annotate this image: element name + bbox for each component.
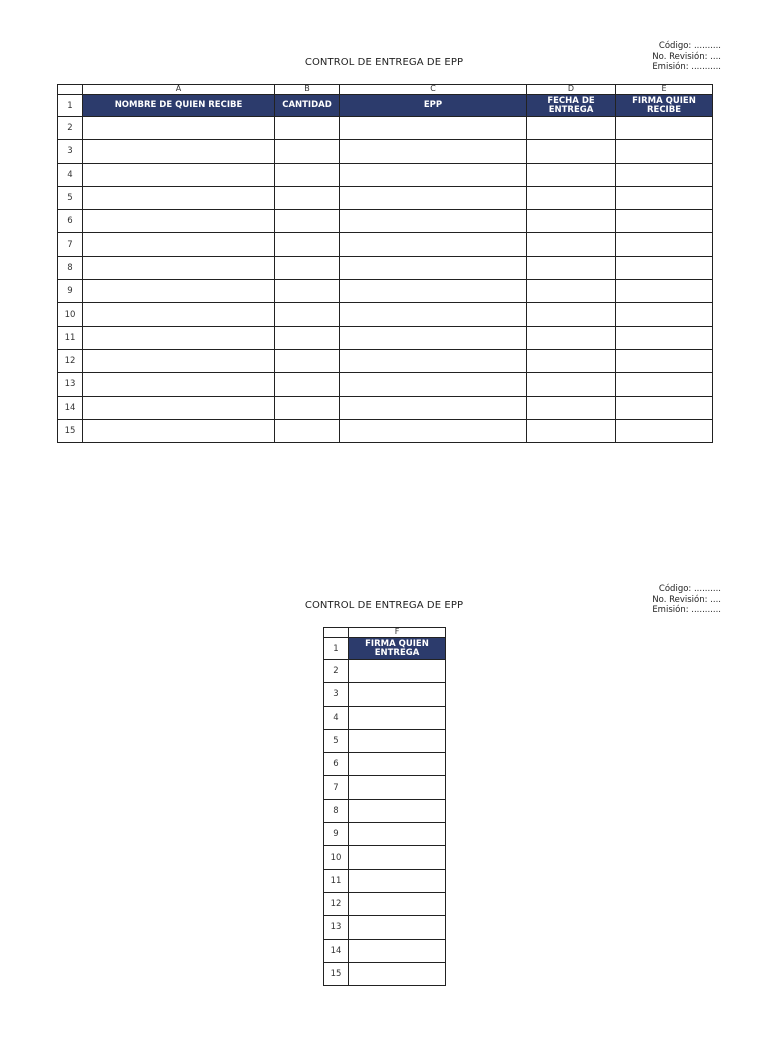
entry-cell[interactable] [349,962,446,985]
table-row [58,163,713,186]
header-row [58,95,713,117]
table-row [324,823,446,846]
entry-cell[interactable] [616,256,713,279]
row-number: 14 [324,939,349,962]
column-letter: A [83,85,275,95]
codigo-label: Código: .......... [658,584,721,594]
column-letter: C [340,85,527,95]
entry-cell[interactable] [340,256,527,279]
entry-cell[interactable] [275,256,340,279]
column-letter: B [275,85,340,95]
entry-cell[interactable] [83,373,275,396]
row-number: 6 [324,753,349,776]
table-row [58,117,713,140]
entry-cell[interactable] [275,419,340,442]
header-cantidad: CANTIDAD [275,95,340,117]
entry-cell[interactable] [349,753,446,776]
entry-cell[interactable] [83,326,275,349]
entry-cell[interactable] [275,326,340,349]
entry-cell[interactable] [616,349,713,372]
emision-label: Emisión: ........... [652,605,721,615]
corner-cell [58,85,83,95]
entry-cell[interactable] [83,163,275,186]
entry-cell[interactable] [616,419,713,442]
entry-cell[interactable] [83,349,275,372]
column-letter: E [616,85,713,95]
entry-cell[interactable] [349,869,446,892]
row-number: 4 [324,706,349,729]
page-title: CONTROL DE ENTREGA DE EPP [304,57,464,68]
entry-cell[interactable] [83,280,275,303]
table-row [324,753,446,776]
entry-cell[interactable] [275,303,340,326]
entry-cell[interactable] [616,163,713,186]
table-row [324,799,446,822]
table-row [324,683,446,706]
page-2 [0,543,768,1055]
header-firma-entrega: FIRMA QUIEN ENTREGA [349,638,446,660]
column-letter: D [527,85,616,95]
entry-cell[interactable] [349,729,446,752]
entry-cell[interactable] [349,916,446,939]
entry-cell[interactable] [83,233,275,256]
entry-cell[interactable] [275,396,340,419]
row-number: 14 [58,396,83,419]
row-number: 1 [58,95,83,117]
row-number: 13 [324,916,349,939]
entry-cell[interactable] [275,117,340,140]
entry-cell[interactable] [616,210,713,233]
entry-cell[interactable] [349,683,446,706]
entry-cell[interactable] [340,419,527,442]
corner-cell [324,628,349,638]
table-row [324,892,446,915]
entry-cell[interactable] [616,373,713,396]
entry-cell[interactable] [83,303,275,326]
row-number: 11 [324,869,349,892]
page-title: CONTROL DE ENTREGA DE EPP [304,600,464,611]
revision-label: No. Revisión: .... [652,51,721,62]
table-row [324,776,446,799]
entry-cell[interactable] [616,117,713,140]
entry-cell[interactable] [616,233,713,256]
entry-cell[interactable] [275,210,340,233]
entry-cell[interactable] [275,233,340,256]
row-number: 10 [324,846,349,869]
table-row [324,706,446,729]
row-number: 1 [324,638,349,660]
entry-cell[interactable] [83,140,275,163]
header-epp: EPP [340,95,527,117]
entry-cell[interactable] [340,396,527,419]
row-number: 10 [58,303,83,326]
revision-label: No. Revisión: .... [652,594,721,605]
column-letter-row [324,628,446,638]
table-row [58,419,713,442]
table-row [324,916,446,939]
signature-table [323,627,446,986]
entry-cell[interactable] [616,280,713,303]
table-row [324,962,446,985]
entry-cell[interactable] [349,706,446,729]
entry-cell[interactable] [527,280,616,303]
entry-cell[interactable] [527,256,616,279]
row-number: 2 [324,660,349,683]
entry-cell[interactable] [527,349,616,372]
entry-cell[interactable] [527,303,616,326]
entry-cell[interactable] [275,140,340,163]
row-number: 15 [324,962,349,985]
entry-cell[interactable] [349,660,446,683]
entry-cell[interactable] [527,419,616,442]
entry-cell[interactable] [616,303,713,326]
table-row [58,396,713,419]
table-row [58,210,713,233]
entry-cell[interactable] [275,373,340,396]
entry-cell[interactable] [340,326,527,349]
row-number: 11 [58,326,83,349]
entry-cell[interactable] [527,186,616,209]
entry-cell[interactable] [527,326,616,349]
entry-cell[interactable] [275,186,340,209]
entry-cell[interactable] [349,799,446,822]
row-number: 15 [58,419,83,442]
emision-label: Emisión: ........... [652,62,721,72]
column-letter-row [58,85,713,95]
table-row [58,373,713,396]
row-number: 9 [324,823,349,846]
entry-cell[interactable] [527,140,616,163]
entry-cell[interactable] [616,326,713,349]
entry-cell[interactable] [349,939,446,962]
row-number: 12 [324,892,349,915]
entry-cell[interactable] [527,373,616,396]
header-row [324,638,446,660]
entry-cell[interactable] [340,186,527,209]
entry-cell[interactable] [616,186,713,209]
row-number: 4 [58,163,83,186]
entry-cell[interactable] [340,349,527,372]
entry-cell[interactable] [527,163,616,186]
header-nombre: NOMBRE DE QUIEN RECIBE [83,95,275,117]
entry-cell[interactable] [83,256,275,279]
table-row [58,280,713,303]
entry-cell[interactable] [349,846,446,869]
row-number: 3 [324,683,349,706]
entry-cell[interactable] [83,186,275,209]
entry-cell[interactable] [527,210,616,233]
entry-cell[interactable] [275,280,340,303]
entry-cell[interactable] [340,140,527,163]
entry-cell[interactable] [275,163,340,186]
column-letter: F [349,628,446,638]
row-number: 8 [58,256,83,279]
entry-cell[interactable] [83,419,275,442]
delivery-table [57,84,713,443]
entry-cell[interactable] [349,823,446,846]
table-row [58,186,713,209]
entry-cell[interactable] [340,280,527,303]
table-row [324,729,446,752]
table-body [324,660,446,986]
table-row [58,303,713,326]
entry-cell[interactable] [340,117,527,140]
table-row [324,846,446,869]
entry-cell[interactable] [83,210,275,233]
codigo-label: Código: .......... [658,41,721,51]
row-number: 6 [58,210,83,233]
row-number: 5 [58,186,83,209]
entry-cell[interactable] [616,140,713,163]
row-number: 7 [324,776,349,799]
entry-cell[interactable] [275,349,340,372]
table-row [324,660,446,683]
table-row [324,869,446,892]
page-1 [0,0,768,512]
row-number: 13 [58,373,83,396]
entry-cell[interactable] [340,303,527,326]
table-row [58,349,713,372]
entry-cell[interactable] [349,776,446,799]
entry-cell[interactable] [83,396,275,419]
entry-cell[interactable] [83,117,275,140]
entry-cell[interactable] [527,396,616,419]
header-fecha: FECHA DE ENTREGA [527,95,616,117]
row-number: 2 [58,117,83,140]
table-row [58,233,713,256]
entry-cell[interactable] [616,396,713,419]
row-number: 5 [324,729,349,752]
header-firma-recibe: FIRMA QUIEN RECIBE [616,95,713,117]
entry-cell[interactable] [340,163,527,186]
row-number: 7 [58,233,83,256]
row-number: 9 [58,280,83,303]
row-number: 12 [58,349,83,372]
entry-cell[interactable] [527,233,616,256]
row-number: 8 [324,799,349,822]
table-row [58,256,713,279]
entry-cell[interactable] [527,117,616,140]
table-body [58,117,713,443]
table-row [58,140,713,163]
table-row [324,939,446,962]
entry-cell[interactable] [340,233,527,256]
entry-cell[interactable] [340,373,527,396]
row-number: 3 [58,140,83,163]
table-row [58,326,713,349]
entry-cell[interactable] [349,892,446,915]
entry-cell[interactable] [340,210,527,233]
